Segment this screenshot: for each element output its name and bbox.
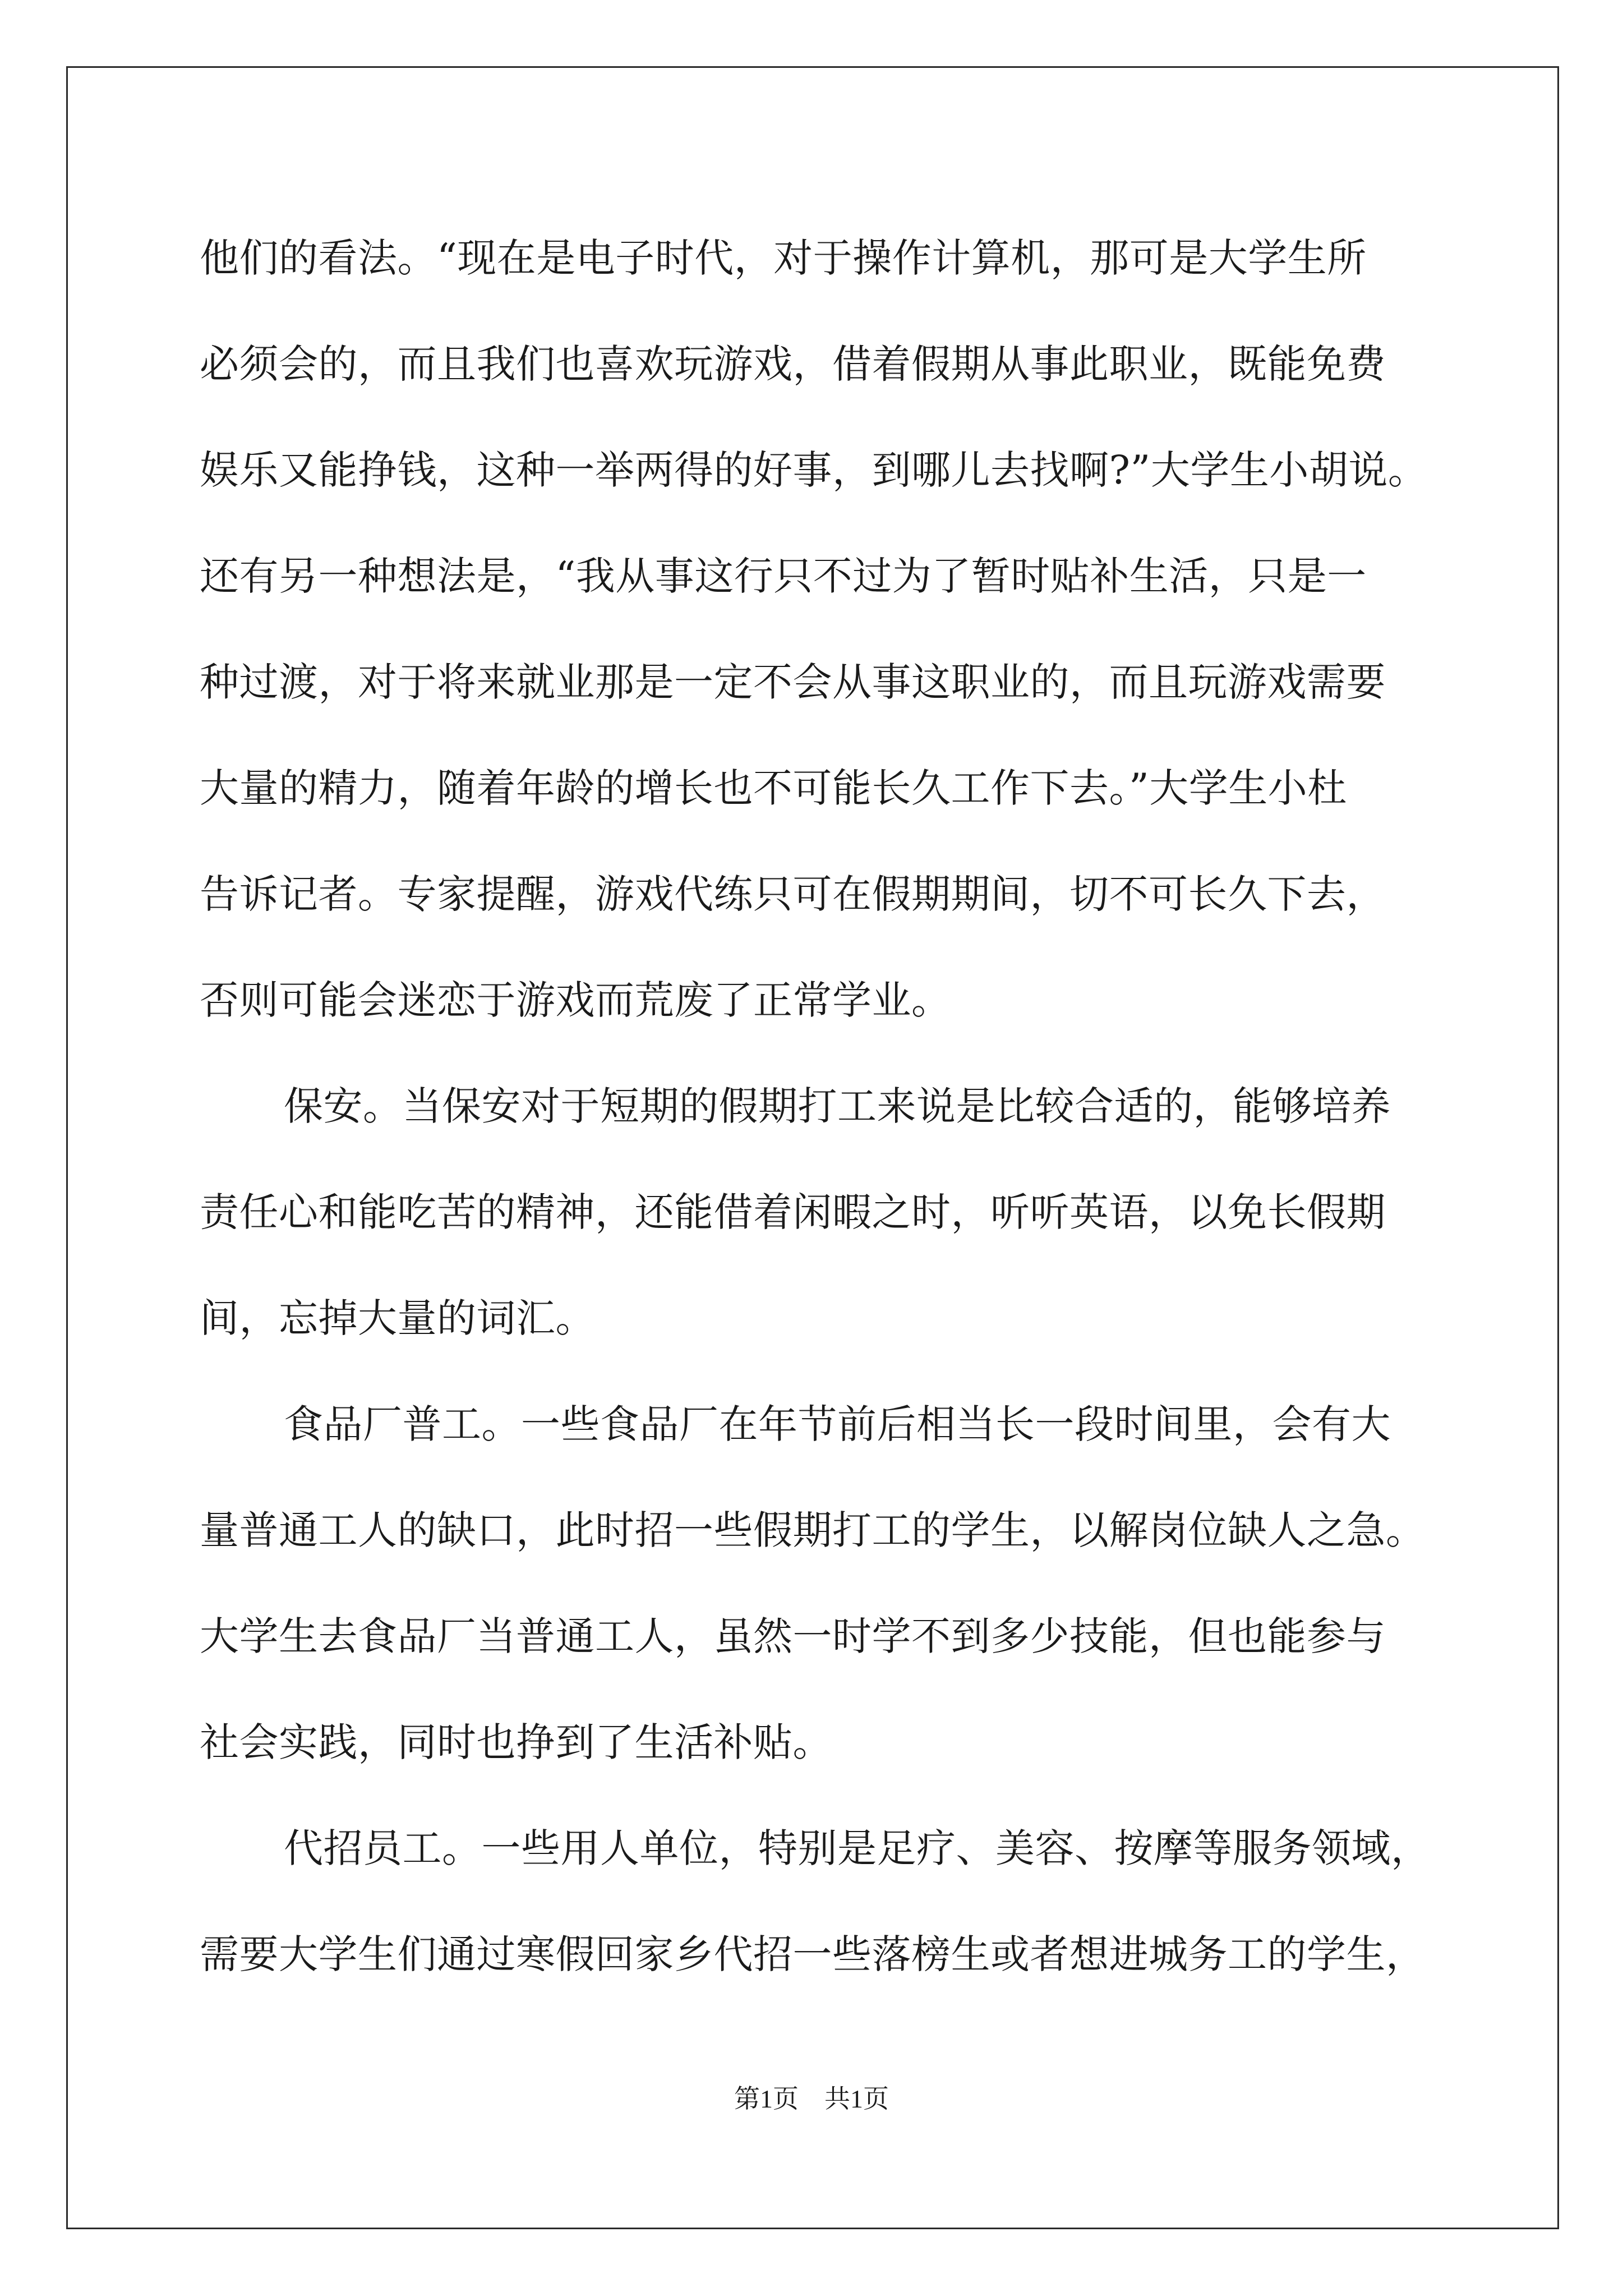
text-line: 否则可能会迷恋于游戏而荒废了正常学业。 <box>200 977 951 1023</box>
text-line: 大学生去食品厂当普通工人，虽然一时学不到多少技能，但也能参与 <box>200 1613 1386 1659</box>
text-line: 大量的精力，随着年龄的增长也不可能长久工作下去。”大学生小杜 <box>200 765 1347 811</box>
text-line: 还有另一种想法是，“我从事这行只不过为了暂时贴补生活，只是一 <box>200 553 1367 599</box>
current-page-label: 第1页 <box>734 2085 799 2113</box>
document-body <box>200 205 1431 2008</box>
text-line: 量普通工人的缺口，此时招一些假期打工的学生，以解岗位缺人之急。 <box>200 1507 1426 1553</box>
text-line: 必须会的，而且我们也喜欢玩游戏，借着假期从事此职业，既能免费 <box>200 341 1386 387</box>
text-line: 他们的看法。“现在是电子时代，对于操作计算机，那可是大学生所 <box>200 235 1367 281</box>
text-line: 食品厂普工。一些食品厂在年节前后相当长一段时间里，会有大 <box>284 1401 1391 1447</box>
page-footer <box>0 2082 1623 2116</box>
text-line: 间，忘掉大量的词汇。 <box>200 1295 595 1341</box>
total-pages-label: 共1页 <box>824 2085 889 2113</box>
text-line: 保安。当保安对于短期的假期打工来说是比较合适的，能够培养 <box>284 1083 1391 1129</box>
text-line: 社会实践，同时也挣到了生活补贴。 <box>200 1719 832 1765</box>
text-line: 代招员工。一些用人单位，特别是足疗、美容、按摩等服务领域， <box>284 1825 1431 1871</box>
text-line: 责任心和能吃苦的精神，还能借着闲暇之时，听听英语，以免长假期 <box>200 1189 1386 1235</box>
text-line: 告诉记者。专家提醒，游戏代练只可在假期期间，切不可长久下去， <box>200 871 1386 917</box>
text-line: 需要大学生们通过寒假回家乡代招一些落榜生或者想进城务工的学生， <box>200 1931 1426 1977</box>
text-line: 娱乐又能挣钱，这种一举两得的好事，到哪儿去找啊?”大学生小胡说。 <box>200 447 1428 493</box>
text-line: 种过渡，对于将来就业那是一定不会从事这职业的，而且玩游戏需要 <box>200 659 1386 705</box>
